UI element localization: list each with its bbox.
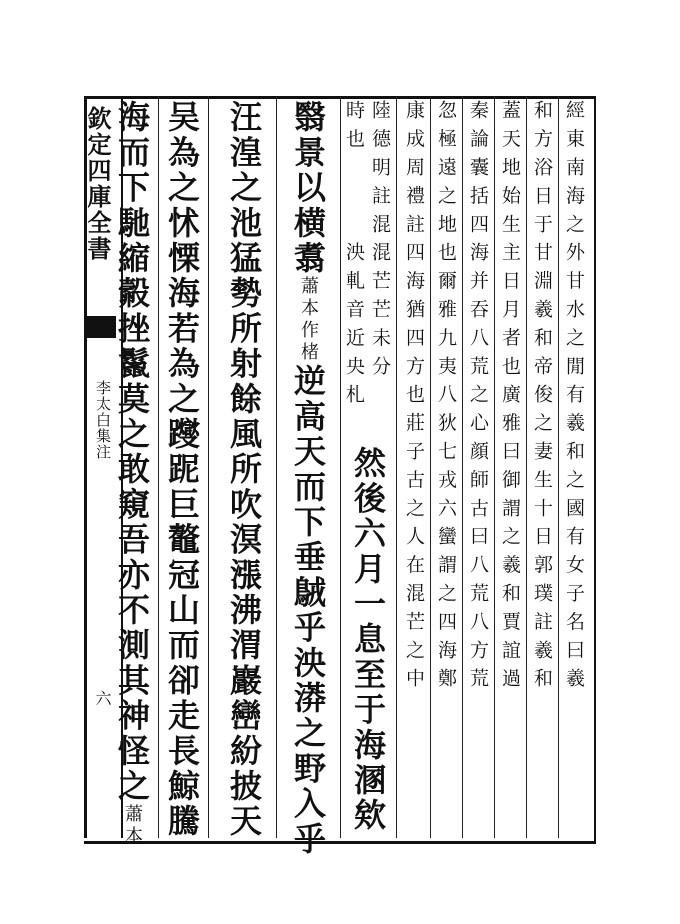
column-rule [430, 96, 431, 838]
column-rule [208, 96, 209, 838]
column-rule [526, 96, 527, 838]
text-column: 康成周禮註四海猶四方也莊子古之人在混芒之中 [403, 100, 425, 697]
margin-subtitle: 李太白集注 [94, 380, 112, 460]
text-column: 和方浴日于甘淵羲和帝俊之妻生十日郭璞註羲和 [531, 100, 553, 697]
text-column: 陸德明註混混芒芒未分 [369, 100, 391, 384]
main-text: 翳景以横翥 [289, 100, 327, 276]
text-column [289, 100, 327, 857]
column-rule [494, 96, 495, 838]
text-column: 汪湟之池猛勢所射餘風所吹溟漲沸渭巖巒紛披天 [225, 100, 263, 840]
text-column: 蓋天地始生主日月者也廣雅曰御謂之羲和賈誼過 [499, 100, 521, 697]
column-rule [158, 96, 159, 838]
text-column [113, 100, 151, 848]
page-number: 六 [93, 690, 112, 706]
main-text: 逆高天而下垂𪀚乎泱漭之野入乎 [289, 364, 327, 857]
column-rule [462, 96, 463, 838]
fishtail-mark [86, 316, 116, 338]
text-column: 然後六月一息至于海溷欸 [349, 446, 387, 834]
column-rule [558, 96, 559, 838]
column-rule [340, 96, 341, 838]
margin-title: 欽定四庫全書 [83, 106, 112, 262]
text-column: 吴為之怵慄海若為之躞跜巨鼇冠山而卻走長鯨騰 [163, 100, 201, 840]
inline-note: 蕭本作楮 [298, 276, 319, 364]
column-rule [396, 96, 397, 838]
column-rule [276, 96, 277, 838]
main-text: 海而下馳縮㲉挫鬣莫之敢窺吾亦不測其神怪之 [113, 100, 151, 804]
text-column: 秦論囊括四海并吞八荒之心顔師古曰八荒八方荒 [467, 100, 489, 697]
text-column: 經東南海之外甘水之閒有羲和之國有女子名曰羲 [563, 100, 585, 697]
text-column: 時也 泱軋音近央札 [343, 100, 365, 413]
inline-note: 蕭本 [122, 804, 143, 848]
text-column: 忽極遠之地也爾雅九夷八狄七戎六蠻謂之四海鄭 [435, 100, 457, 697]
